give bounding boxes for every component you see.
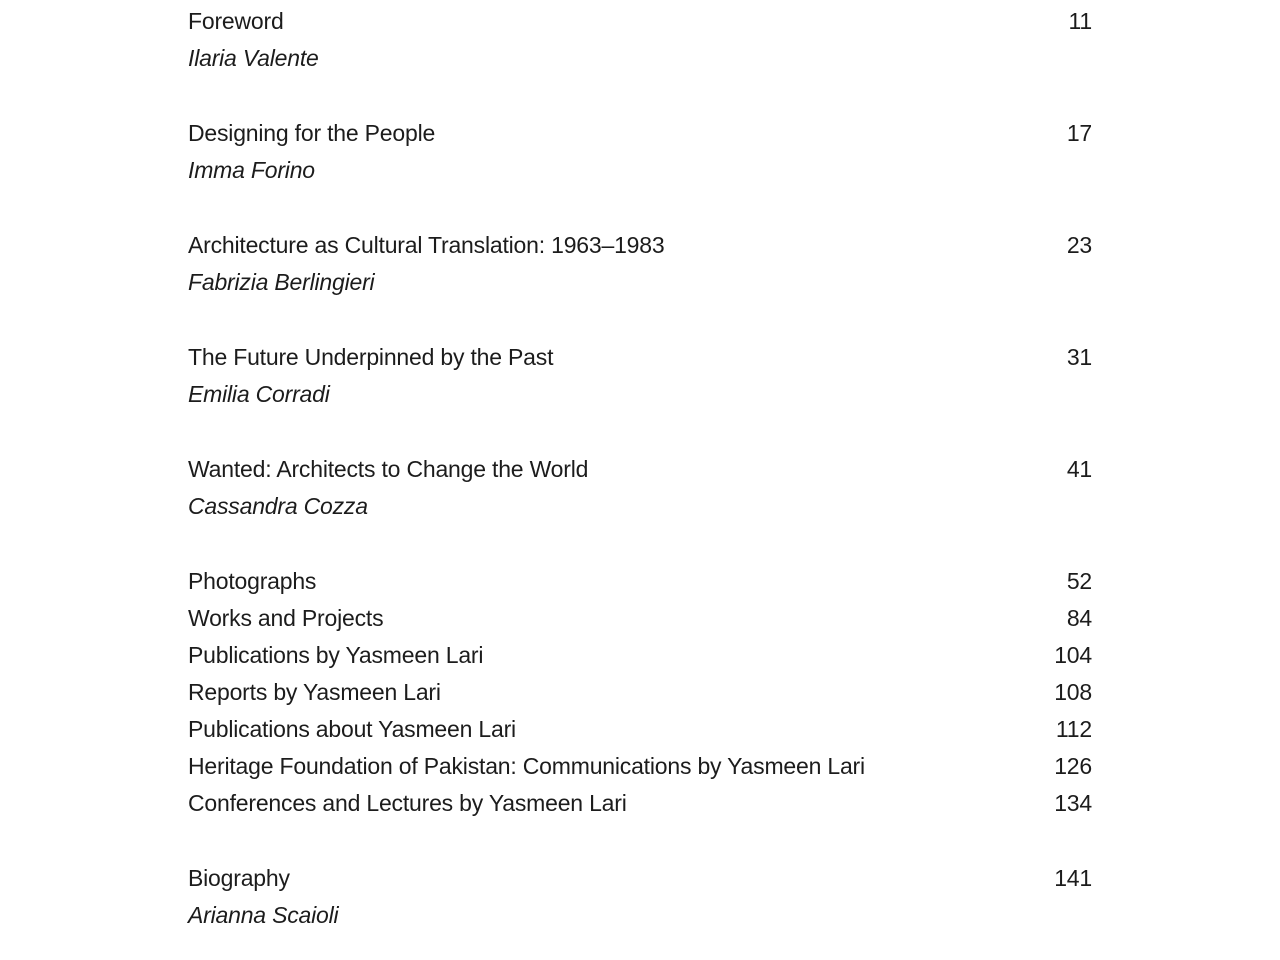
entry-title: Photographs — [188, 568, 317, 594]
entry-author: Ilaria Valente — [188, 45, 319, 71]
entry-author: Fabrizia Berlingieri — [188, 269, 375, 295]
entry-title: The Future Underpinned by the Past — [188, 344, 554, 370]
entry-page-number: 126 — [1054, 753, 1092, 779]
toc-entry-heritage-foundation[interactable] — [188, 750, 1092, 787]
entry-title: Wanted: Architects to Change the World — [188, 456, 589, 482]
toc-entry-conferences-and-lectures[interactable] — [188, 787, 1092, 824]
toc-entry-wanted-architects[interactable] — [188, 453, 1092, 527]
entry-title: Heritage Foundation of Pakistan: Communications by Yasmeen Lari — [188, 753, 865, 779]
entry-page-number: 52 — [1066, 568, 1092, 594]
entry-page-number: 11 — [1068, 8, 1092, 34]
toc-entry-reports-by[interactable] — [188, 676, 1092, 713]
table-of-contents — [188, 5, 1092, 936]
entry-page-number: 104 — [1054, 642, 1092, 668]
toc-entry-foreword[interactable] — [188, 5, 1092, 79]
toc-entry-works-and-projects[interactable] — [188, 602, 1092, 639]
toc-entry-biography[interactable] — [188, 862, 1092, 936]
entry-title: Designing for the People — [188, 120, 436, 146]
toc-entry-photographs[interactable] — [188, 565, 1092, 602]
entry-author: Imma Forino — [188, 157, 315, 183]
toc-entry-architecture-as-cultural-translation[interactable] — [188, 229, 1092, 303]
entry-author: Cassandra Cozza — [188, 493, 368, 519]
entry-title: Publications about Yasmeen Lari — [188, 716, 516, 742]
entry-title: Publications by Yasmeen Lari — [188, 642, 484, 668]
entry-title: Biography — [188, 865, 290, 891]
toc-entry-publications-by[interactable] — [188, 639, 1092, 676]
entry-page-number: 108 — [1054, 679, 1092, 705]
entry-title: Architecture as Cultural Translation: 1963–1983 — [188, 232, 665, 258]
entry-author: Arianna Scaioli — [188, 902, 339, 928]
entry-page-number: 17 — [1066, 120, 1092, 146]
entry-page-number: 134 — [1054, 790, 1092, 816]
entry-page-number: 31 — [1066, 344, 1092, 370]
entry-page-number: 41 — [1066, 456, 1092, 482]
entry-author: Emilia Corradi — [188, 381, 330, 407]
entry-page-number: 112 — [1055, 716, 1092, 742]
entry-title: Works and Projects — [188, 605, 384, 631]
entry-page-number: 23 — [1066, 232, 1092, 258]
entry-page-number: 84 — [1066, 605, 1092, 631]
entry-title: Foreword — [188, 8, 284, 34]
entry-page-number: 141 — [1054, 865, 1092, 891]
toc-entry-publications-about[interactable] — [188, 713, 1092, 750]
toc-entry-the-future-underpinned[interactable] — [188, 341, 1092, 415]
entry-title: Reports by Yasmeen Lari — [188, 679, 441, 705]
entry-title: Conferences and Lectures by Yasmeen Lari — [188, 790, 627, 816]
toc-entry-designing-for-the-people[interactable] — [188, 117, 1092, 191]
